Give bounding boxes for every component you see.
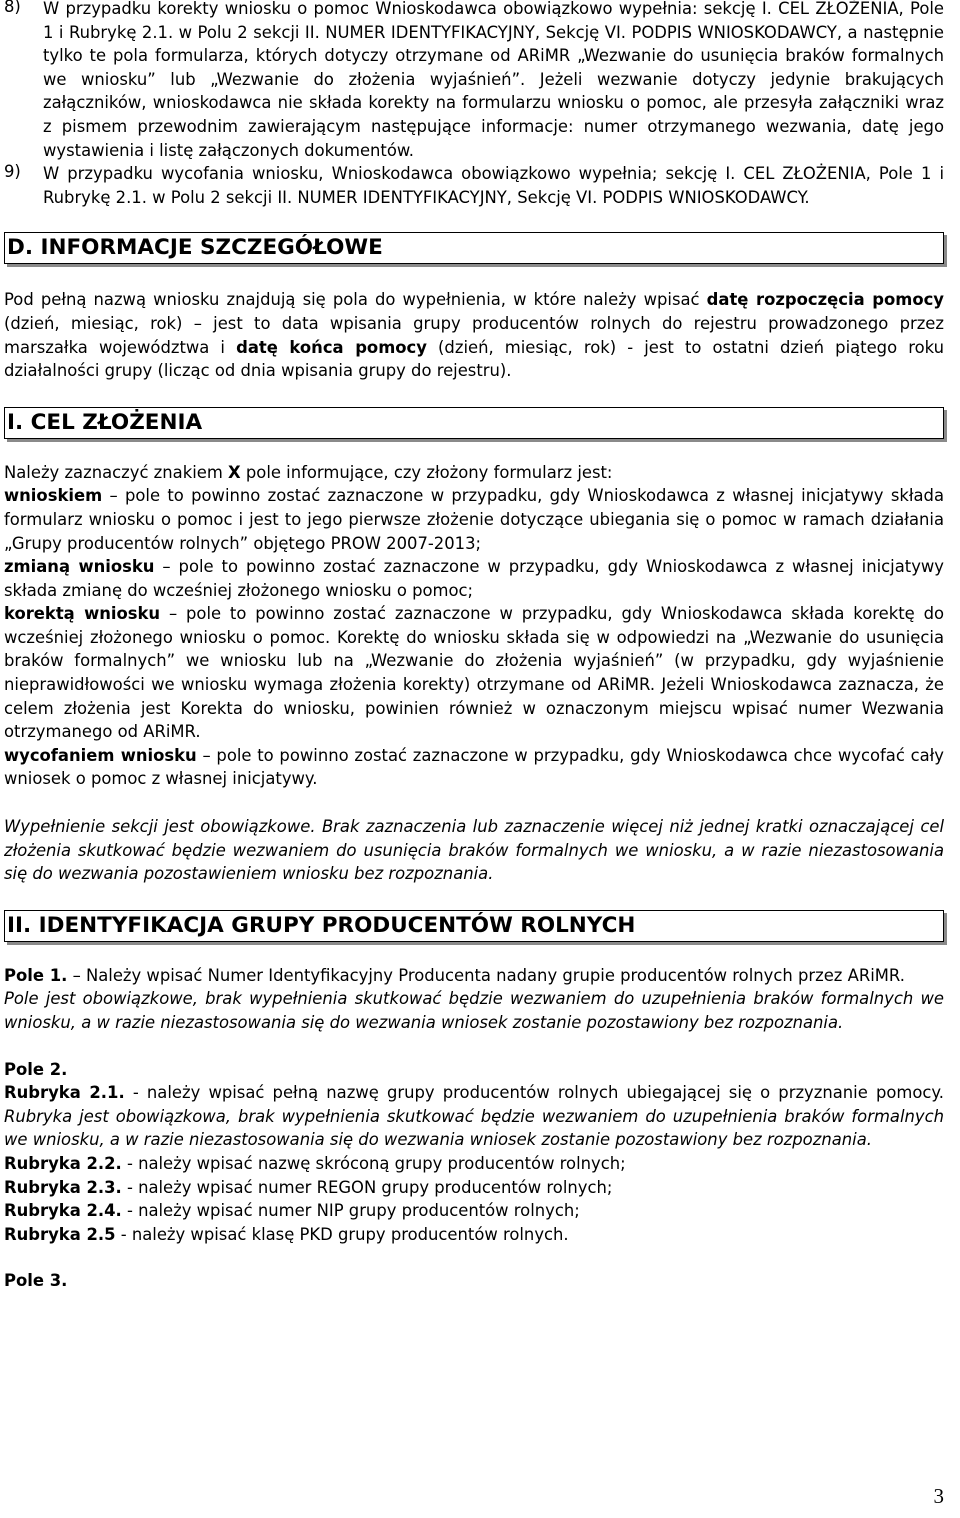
document-page: [4, 0, 944, 1293]
pole-2-heading: Pole 2.: [4, 1059, 68, 1079]
paragraph-intro: Należy zaznaczyć znakiem X pole informujące, czy złożony formularz jest:: [4, 462, 613, 482]
option-wycofanie: wycofaniem wniosku – pole to powinno zostać zaznaczone w przypadku, gdy Wnioskodawca chce wycofać cały wniosek o pomoc z własnej inicjatywy.: [4, 745, 944, 789]
rubryka-2-4: Rubryka 2.4. - należy wpisać numer NIP grupy producentów rolnych;: [4, 1201, 580, 1221]
list-item-9: [4, 162, 944, 209]
note-obligatory: Wypełnienie sekcji jest obowiązkowe. Brak zaznaczenia lub zaznaczenie więcej niż jednej kratki oznaczającej cel złożenia skutkować będzie wezwaniem do usunięcia braków formalnych we wniosku, a w razie niezastosowania się do wezwania pozostawieniem wniosku bez rozpoznania.: [4, 817, 944, 884]
list-number: 9): [4, 162, 21, 182]
paragraph-dates: Pod pełną nazwą wniosku znajdują się pola do wypełnienia, w które należy wpisać datę rozpoczęcia pomocy (dzień, miesiąc, rok) – jest to data wpisania grupy producentów rolnych do rejestru prowadzonego przez marszałka województwa i datę końca pomocy (dzień, miesiąc, rok) - jest to ostatni dzień piątego roku działalności grupy (licząc od dnia wpisania grupy do rejestru).: [4, 290, 944, 381]
page-number: 3: [933, 1484, 944, 1508]
list-number: 8): [4, 0, 21, 16]
rubryka-2-3: Rubryka 2.3. - należy wpisać numer REGON grupy producentów rolnych;: [4, 1177, 613, 1197]
pole-1-note: Pole jest obowiązkowe, brak wypełnienia skutkować będzie wezwaniem do uzupełnienia braków formalnych we wniosku, a w razie niezastosowania się do wezwania wniosek zostanie pozostawiony bez rozpoznania.: [4, 989, 944, 1032]
rubryka-2-5: Rubryka 2.5 - należy wpisać klasę PKD grupy producentów rolnych.: [4, 1224, 569, 1244]
rubryka-2-2: Rubryka 2.2. - należy wpisać nazwę skróconą grupy producentów rolnych;: [4, 1153, 626, 1173]
list-text: W przypadku korekty wniosku o pomoc Wnioskodawca obowiązkowo wypełnia: sekcję I. CEL ZŁOŻENIA, Pole 1 i Rubrykę 2.1. w Polu 2 sekcji II. NUMER IDENTYFIKACYJNY, Sekcję VI. PODPIS WNIOSKODAWCY, a następnie tylko te pola formularza, których dotyczy otrzymane od ARiMR „Wezwanie do usunięcia braków formalnych we wniosku” lub „Wezwanie do złożenia wyjaśnień”. Jeżeli wezwanie dotyczy jedynie brakujących załączników, wnioskodawca nie składa korekty na formularzu wniosku o pomoc, ale przesyła załączniki wraz z pismem przewodnim zawierającym następujące informacje: numer otrzymanego wezwania, datę jego wystawienia i listę załączonych dokumentów.: [43, 0, 944, 160]
pole-1: Pole 1. – Należy wpisać Numer Identyfikacyjny Producenta nadany grupie producentów rolnych przez ARiMR.: [4, 965, 905, 985]
section-heading-ii: II. IDENTYFIKACJA GRUPY PRODUCENTÓW ROLNYCH: [4, 910, 944, 942]
pole-3-heading: Pole 3.: [4, 1271, 68, 1291]
option-wniosek: wnioskiem – pole to powinno zostać zaznaczone w przypadku, gdy Wnioskodawca z własnej inicjatywy składa formularz wniosku o pomoc i jest to jego pierwsze złożenie dotyczące ubiegania się o pomoc w ramach działania „Grupy producentów rolnych” objętego PROW 2007-2013;: [4, 486, 944, 553]
list-text: W przypadku wycofania wniosku, Wnioskodawca obowiązkowo wypełnia; sekcję I. CEL ZŁOŻENIA, Pole 1 i Rubrykę 2.1. w Polu 2 sekcji II. NUMER IDENTYFIKACYJNY, Sekcję VI. PODPIS WNIOSKODAWCY.: [43, 164, 944, 207]
option-zmiana: zmianą wniosku – pole to powinno zostać zaznaczone w przypadku, gdy Wnioskodawca z własnej inicjatywy składa zmianę do wcześniej złożonego wniosku o pomoc;: [4, 557, 945, 600]
option-korekta: korektą wniosku – pole to powinno zostać zaznaczone w przypadku, gdy Wnioskodawca składa korektę do wcześniej złożonego wniosku o pomoc. Korektę do wniosku składa się w odpowiedzi na „Wezwanie do usunięcia braków formalnych” we wniosku lub na „Wezwanie do złożenia wyjaśnień” (w przypadku, gdy wyjaśnienie nieprawidłowości we wniosku wymaga złożenia korekty) otrzymane od ARiMR. Jeżeli Wnioskodawca zaznacza, że celem złożenia jest Korekta do wniosku, powinien również w oznaczonym miejscu wpisać numer Wezwania otrzymanego od ARiMR.: [4, 604, 944, 742]
rubryka-2-1: Rubryka 2.1. - należy wpisać pełną nazwę grupy producentów rolnych ubiegającej się o przyznanie pomocy. Rubryka jest obowiązkowa, brak wypełnienia skutkować będzie wezwaniem do uzupełnienia braków formalnych we wniosku, a w razie niezastosowania się do wezwania wniosek zostanie pozostawiony bez rozpoznania.: [4, 1083, 944, 1150]
section-heading-d: D. INFORMACJE SZCZEGÓŁOWE: [4, 232, 944, 264]
list-item-8: [4, 0, 944, 162]
section-heading-i: I. CEL ZŁOŻENIA: [4, 407, 944, 439]
